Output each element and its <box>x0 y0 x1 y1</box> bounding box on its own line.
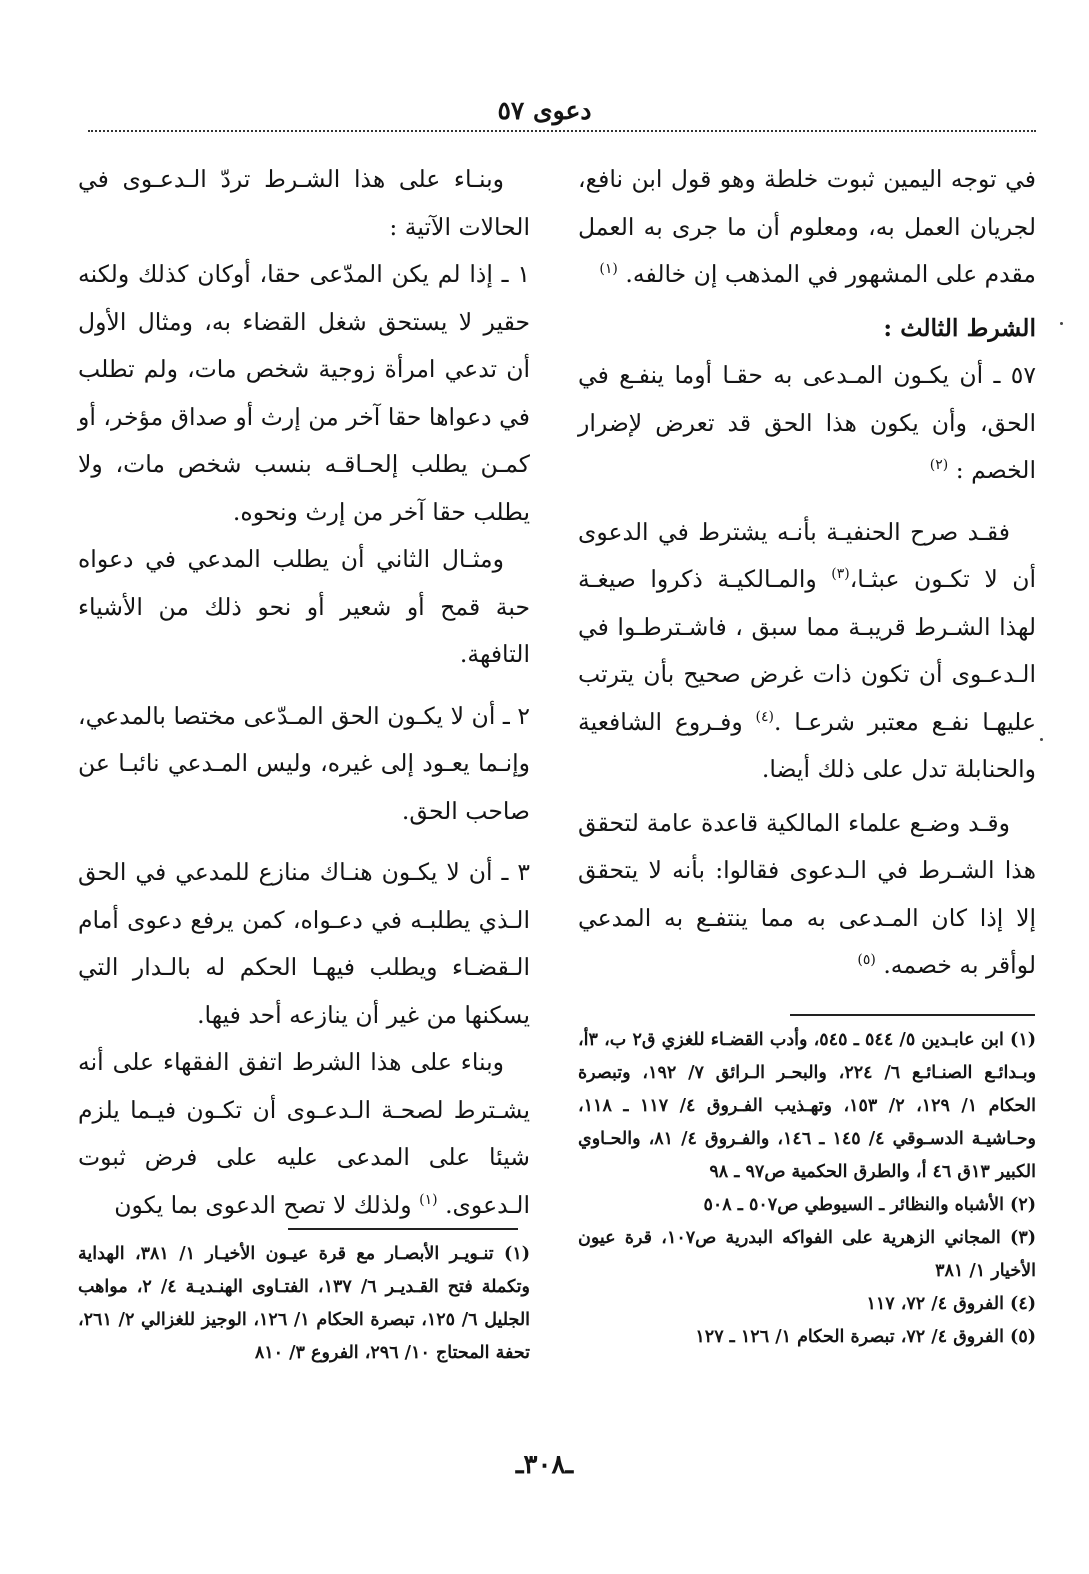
paragraph: ٢ ـ أن لا يكـون الحق المـدّعى مختصا بالمدعي، وإنـما يعـود إلى غيره، وليس المـدعي نائبـا عن صاحب الحق. <box>78 701 530 825</box>
paragraph-text: وفـروع الشافعية والحنابلة تدل على ذلك أيضا. <box>578 707 1036 783</box>
footnote-ref: (٥) <box>857 952 876 969</box>
page-number: ـ٣٠٨ـ <box>515 1450 574 1480</box>
footnote: (٣) المجاني الزهرية على الفواكه البدرية ص١٠٧، قرة عيون الأخيار ١/ ٣٨١ <box>578 1228 1036 1281</box>
left-column <box>78 156 530 1229</box>
paragraph-text: وقـد وضـع علماء المالكية قاعدة عامة لتحقق هذا الشـرط في الـدعوى فقالوا: بأنه لا يتحقق إلا إذا كان المـدعى به مما ينتفـع به المدعي لوأقر به خصمه. <box>578 808 1036 979</box>
paragraph: ١ ـ إذا لم يكن المدّعى حقا، أوكان كذلك ولكنه حقير لا يستحق شغل القضاء به، ومثال الأول أن تدعي امرأة زوجية شخص مات، ولم تطلب في دعواها حقا آخر من إرث أو صداق مؤخر، أو كمـن يطلب إلحـاقـه بنسب شخص مات، ولا يطلب حقا آخر من إرث ونحوه. <box>78 260 530 526</box>
paragraph: ومثـال الثاني أن يطلب المدعي في دعواه حبة قمح أو شعير أو نحو ذلك من الأشياء التافهة. <box>78 545 530 668</box>
footnote-ref: (١) <box>599 261 618 278</box>
paragraph <box>78 1039 530 1229</box>
right-column <box>578 156 1036 990</box>
footnote: (١) ابن عابـدين ٥/ ٥٤٤ ـ ٥٤٥، وأدب القضـاء للغزي ق٢ ب، ٣أ، وبـدائـع الصنـائـع ٦/ ٢٢٤، والبحـر الـرائق ٧/ ١٩٢، وتبصرة الحكام ١/ ١٢٩، ٢/ ١٥٣، وتهـذيب الفـروق ٤/ ١١٧ ـ ١١٨، وحـاشيـة الدسـوقي ٤/ ١٤٥ ـ ١٤٦، والفـروق ٤/ ٨١، والحـاوي الكبير ١٣ق ٤٦ أ، والطرق الحكمية ص٩٧ ـ ٩٨ <box>578 1030 1037 1182</box>
paragraph <box>578 352 1036 495</box>
paragraph <box>578 509 1036 794</box>
footnotes-right <box>578 1024 1036 1354</box>
paragraph: ٣ ـ أن لا يكـون هنـاك منازع للمدعي في الحق الـذي يطلبـه في دعـواه، كمن يرفع دعوى أمام الـقضـاء ويطلب فيهـا الحكم له بالـدار التي يسكنها من غير أن ينازعه أحد فيها. <box>78 858 530 1029</box>
footnotes-left <box>78 1238 530 1370</box>
footnote-ref: (١) <box>419 1191 438 1208</box>
paragraph: وبنـاء على هذا الشـرط تردّ الـدعـوى في الحالات الآتية : <box>78 165 530 241</box>
footnote: (٢) الأشباه والنظائر ـ السيوطي ص٥٠٧ ـ ٥٠٨ <box>703 1195 1036 1215</box>
running-header: دعوى ٥٧ <box>497 96 592 125</box>
scan-speck <box>1040 738 1043 741</box>
footnote-ref: (٢) <box>929 457 949 474</box>
paragraph-text: وبناء على هذا الشرط اتفق الفقهاء على أنه يشـترط لصحـة الـدعـوى أن تكـون فيـما يلزم شيئا على المدعى عليه على فرض ثبوت الـدعوى. <box>78 1048 530 1219</box>
footnote-separator <box>790 1014 1035 1016</box>
footnote-ref: (٣) <box>831 566 850 583</box>
paragraph-text: فقـد صرح الحنفيـة بأنـه يشترط في الدعوى أن لا تكـون عبثـا، <box>578 517 1036 593</box>
paragraph-text: ٥٧ ـ أن يكـون المـدعى به حقـا أوما ينفـع في الحق، وأن يكون هذا الحق قد تعرض لإضرار الخصم : <box>578 361 1036 484</box>
header-dotted-rule <box>88 130 1036 132</box>
footnote-ref: (٤) <box>755 708 774 725</box>
paragraph-text: والمـالكيـة ذكروا صيغـة لهذا الشـرط قريبـة مما سبق ، فاشـترطـوا في الـدعـوى أن تكون ذات غرض صحيح بأن يترتب عليهـا نفـع معتبر شرعـا . <box>578 565 1036 736</box>
footnote-separator <box>288 1228 518 1230</box>
paragraph-text: ولذلك لا تصح الدعوى بما يكون <box>114 1190 412 1219</box>
paragraph <box>578 156 1036 299</box>
footnote: (٥) الفروق ٤/ ٧٢، تبصرة الحكام ١/ ١٢٦ ـ ١٢٧ <box>695 1327 1036 1347</box>
paragraph <box>578 800 1036 990</box>
footnote: (١) تنـويـر الأبصـار مع قرة عيـون الأخيـار ١/ ٣٨١، الهداية وتكملة فتح القـديـر ٦/ ١٣٧، الفتـاوى الهنـديـة ٤/ ٢، مواهب الجليل ٦/ ١٢٥، تبصرة الحكام ١/ ١٢٦، الوجيز للغزالي ٢/ ٢٦١، تحفة المحتاج ١٠/ ٢٩٦، الفروع ٣/ ٨١٠ <box>78 1244 531 1363</box>
scan-speck <box>1060 322 1063 325</box>
footnote: (٤) الفروق ٤/ ٧٢، ١١٧ <box>866 1294 1036 1314</box>
section-heading: الشرط الثالث : <box>883 313 1036 342</box>
paragraph-text: في توجه اليمين ثبوت خلطة وهو قول ابن نافع، لجريان العمل به، ومعلوم أن ما جرى به العمل مقدم على المشهور في المذهب إن خالفه. <box>578 165 1036 288</box>
